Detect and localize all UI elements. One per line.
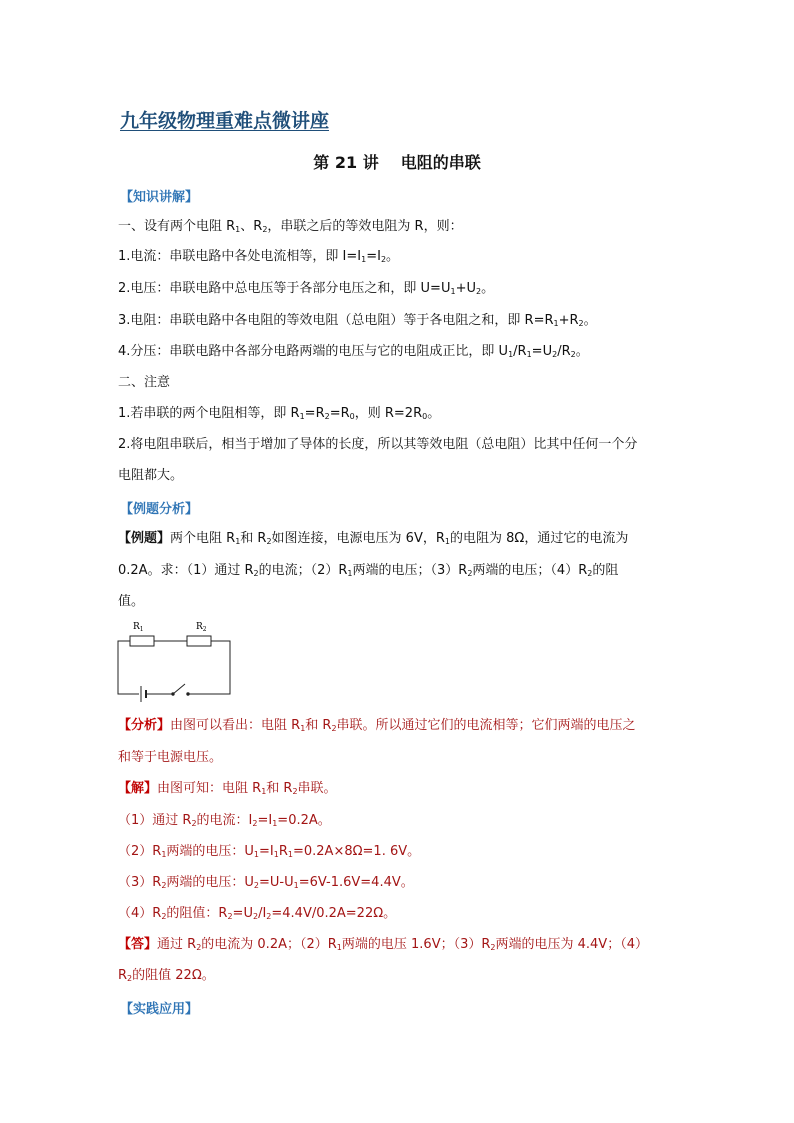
section-heading-example: 【例题分析】 — [120, 502, 199, 517]
example-question-line1: 【例题】两个电阻 $R_1$和 $R_2$如图连接，电源电压为 6V，$R_1$的电阻为 8Ω，通过它的电流为 — [118, 531, 629, 546]
switch-blade — [173, 684, 185, 694]
knowledge-point-division: 4.分压：串联电路中各部分电路两端的电压与它的电阻成正比，即 $U_1/R_1=U_2/R_2$。 — [118, 344, 589, 359]
top-wire — [118, 641, 139, 694]
circuit-diagram — [112, 618, 238, 702]
example-question-line3: 值。 — [118, 594, 145, 609]
lecture-title — [0, 150, 794, 173]
solution-step-2: $(2)R_1$两端的电压：$U_1=I_1R_1=0.2A\times 8\Omega=1$. 6V。 — [118, 844, 421, 859]
solution-intro: 【解】由图可知：电阻 $R_1$和 $R_2$串联。 — [118, 781, 337, 796]
section-heading-practice: 【实践应用】 — [120, 1002, 199, 1017]
solution-step-3: $(3)R_2$两端的电压：$U_2=U-U_1=6V-1.6V=4.4V$。 — [118, 875, 414, 890]
right-wire — [189, 641, 230, 694]
solution-step-1: （1）通过 $R_2$的电流：$I_2=I_1=0.2A$。 — [118, 813, 331, 828]
resistor-r2 — [187, 636, 211, 646]
solution-step-4: $(4)R_2$的阻值：$R_2=U_2/I_2=4.4V/0.2A=22\Omega$。 — [118, 906, 397, 921]
document-title: 九年级物理重难点微讲座 — [120, 110, 330, 132]
analysis-line2: 和等于电源电压。 — [118, 750, 223, 765]
knowledge-intro: 一、设有两个电阻 $R_1$、$R_2$，串联之后的等效电阻为 R，则： — [118, 219, 463, 234]
switch-contact — [187, 693, 189, 695]
lecture-number: 第 21 讲 — [313, 153, 379, 172]
knowledge-point-resistance: 3.电阻：串联电路中各电阻的等效电阻（总电阻）等于各电阻之和，即 $R=R_1+R_2$。 — [118, 313, 597, 328]
example-question-line2: 0.2A。求：（1）通过 $R_2$的电流；$(2)R_1$两端的电压；$(3)R_2$两端的电压；$(4)R_2$的阻 — [118, 563, 619, 578]
r2-label: $R_2$ — [196, 622, 207, 633]
r1-label: $R_1$ — [133, 622, 144, 633]
answer-line1: 【答】通过 $R_2$的电流为 0.2A；$(2)R_1$两端的电压 1.6V；$(3)R_2$两端的电压为 4.4V；（4） — [118, 937, 648, 952]
section-heading-knowledge: 【知识讲解】 — [120, 190, 199, 205]
note-series-length-line1: 2.将电阻串联后，相当于增加了导体的长度，所以其等效电阻（总电阻）比其中任何一个分 — [118, 437, 638, 452]
knowledge-point-voltage: 2.电压：串联电路中总电压等于各部分电压之和，即 $U=U_1+U_2$。 — [118, 281, 495, 296]
lecture-topic: 电阻的串联 — [400, 153, 481, 172]
analysis-line1: 【分析】由图可以看出：电阻 $R_1$和 $R_2$串联。所以通过它们的电流相等；它们两端的电压之 — [118, 718, 636, 733]
answer-line2: $R_2$的阻值 22Ω。 — [118, 968, 215, 983]
knowledge-point-current: 1.电流：串联电路中各处电流相等，即 $I=I_1=I_2$。 — [118, 249, 400, 264]
note-series-length-line2: 电阻都大。 — [118, 468, 184, 483]
note-heading: 二、注意 — [118, 375, 171, 390]
resistor-r1 — [130, 636, 154, 646]
note-equal-resistors: 1.若串联的两个电阻相等，即 $R_1=R_2=R_0$，则 $R=2R_0$。 — [118, 406, 441, 421]
